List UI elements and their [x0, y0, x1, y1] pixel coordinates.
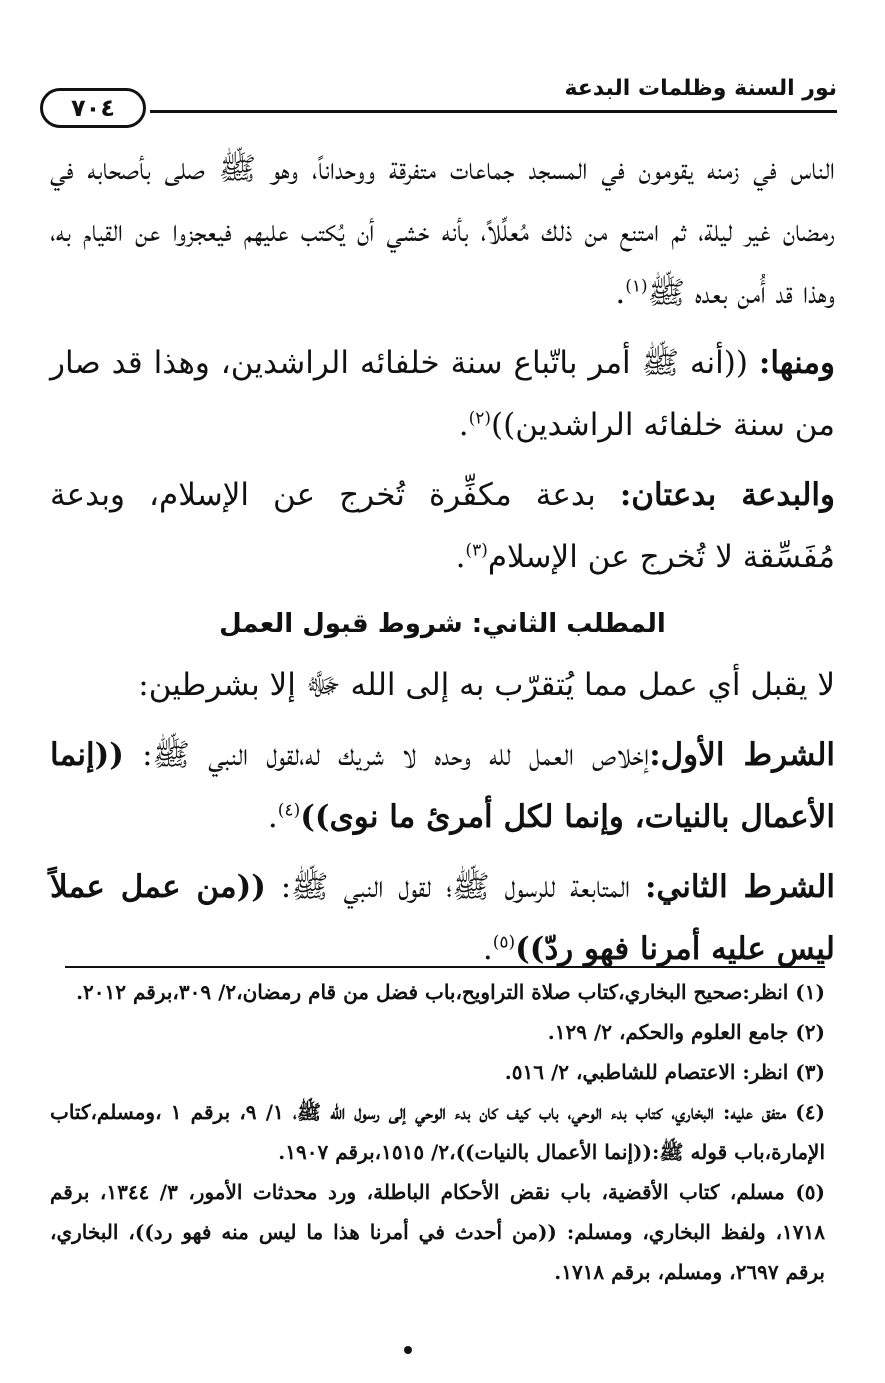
- footnote-3: (٣) انظر: الاعتصام للشاطبي، ٢/ ٥١٦.: [504, 1060, 825, 1084]
- footnote-ref: (٢): [468, 408, 492, 429]
- condition-text: إخلاص العمل لله وحده لا شريك له،لقول النبي ﷺ:: [142, 737, 650, 773]
- condition-first: الشرط الأول:إخلاص العمل لله وحده لا شريك له،لقول النبي ﷺ: ((إنما الأعمال بالنيات، وإنما لكل أمرئ ما نوى))$^{(٤)}$.: [50, 737, 836, 835]
- paragraph-1: الناس في زمنه يقومون في المسجد جماعات متفرقة ووحداناً، وهو ﷺ صلى بأصحابه في رمضان غير ليلة، ثم امتنع من ذلك مُعلِّلاً، بأنه خشي أن يُكتب عليهم فيعجزوا عن القيام به، وهذا قد أُمن بعده ﷺ$^{(١)}$.: [50, 151, 835, 311]
- condition-text: المتابعة للرسول ﷺ؛ لقول النبي ﷺ:: [265, 869, 645, 905]
- header-rule: [150, 110, 837, 113]
- footnote-4: (٤) متفق عليه: البخاري، كتاب بدء الوحي، باب كيف كان بدء الوحي إلى رسول الله ﷺ، ١/ ٩، برقم ١ ،ومسلم،كتاب الإمارة،باب قوله ﷺ:((إنما الأعمال بالنيات))،٢/ ١٥١٥،برقم ١٩٠٧.: [50, 1100, 825, 1164]
- running-title: نور السنة وظلمات البدعة: [564, 76, 837, 101]
- condition-lead: الشرط الأول:: [649, 737, 836, 773]
- paragraph-lead: والبدعة بدعتان:: [619, 477, 835, 513]
- condition-lead: الشرط الثاني:: [644, 869, 835, 905]
- paragraph-2: ومنها: ((أنه ﷺ أمر باتّباع سنة خلفائه الراشدين، وهذا قد صار من سنة خلفائه الراشدين))$^{(٢)}$.: [50, 345, 835, 443]
- footnote-ref: (١): [625, 276, 648, 297]
- footnote-rule: [65, 966, 825, 968]
- paragraph-text: ((أنه ﷺ أمر باتّباع سنة خلفائه الراشدين، وهذا قد صار من سنة خلفائه الراشدين)): [50, 345, 835, 443]
- conditions-intro: لا يقبل أي عمل مما يُتقرّب به إلى الله ﷻ إلا بشرطين:: [138, 667, 835, 703]
- footnote-ref: (٥): [492, 932, 516, 953]
- footnote-2: (٢) جامع العلوم والحكم، ٢/ ١٢٩.: [547, 1020, 825, 1044]
- page-header: [40, 70, 837, 130]
- page-number: ٧٠٤: [40, 88, 146, 128]
- paragraph-lead: ومنها:: [758, 345, 835, 381]
- main-text: [50, 138, 835, 988]
- paragraph-text: بدعة مكفِّرة تُخرج عن الإسلام، وبدعة مُفَسِّقة لا تُخرج عن الإسلام: [50, 477, 835, 575]
- hadith-quote: ((من عمل عملاً ليس عليه أمرنا فهو ردّ)): [50, 869, 835, 967]
- footnote-ref: (٣): [465, 540, 488, 561]
- footnote-1: (١) انظر:صحيح البخاري،كتاب صلاة التراويح،باب فضل من قام رمضان،٢/ ٣٠٩،برقم ٢٠١٢.: [76, 980, 825, 1004]
- paragraph-3: والبدعة بدعتان: بدعة مكفِّرة تُخرج عن الإسلام، وبدعة مُفَسِّقة لا تُخرج عن الإسلام$^{(٣)}$.: [50, 477, 835, 575]
- folio-mark: [404, 1346, 412, 1354]
- hadith-quote: ((إنما الأعمال بالنيات، وإنما لكل أمرئ ما نوى)): [50, 737, 835, 835]
- footnotes: [50, 972, 825, 1292]
- footnote-5: (٥) مسلم، كتاب الأقضية، باب نقض الأحكام الباطلة، ورد محدثات الأمور، ٣/ ١٣٤٤، برقم ١٧١٨، ولفظ البخاري، ومسلم: ((من أحدث في أمرنا هذا ما ليس منه فهو رد))، البخاري، برقم ٢٦٩٧، ومسلم، برقم ١٧١٨.: [50, 1180, 826, 1284]
- condition-second: الشرط الثاني: المتابعة للرسول ﷺ؛ لقول النبي ﷺ: ((من عمل عملاً ليس عليه أمرنا فهو ردّ))$^{(٥)}$.: [50, 869, 835, 967]
- footnote-ref: (٤): [277, 800, 301, 821]
- section-subheading: المطلب الثاني: شروط قبول العمل: [219, 609, 666, 639]
- paragraph-text: الناس في زمنه يقومون في المسجد جماعات متفرقة ووحداناً، وهو ﷺ صلى بأصحابه في رمضان غير ليلة، ثم امتنع من ذلك مُعلِّلاً، بأنه خشي أن يُكتب عليهم فيعجزوا عن القيام به، وهذا قد أُمن بعده ﷺ: [50, 151, 835, 311]
